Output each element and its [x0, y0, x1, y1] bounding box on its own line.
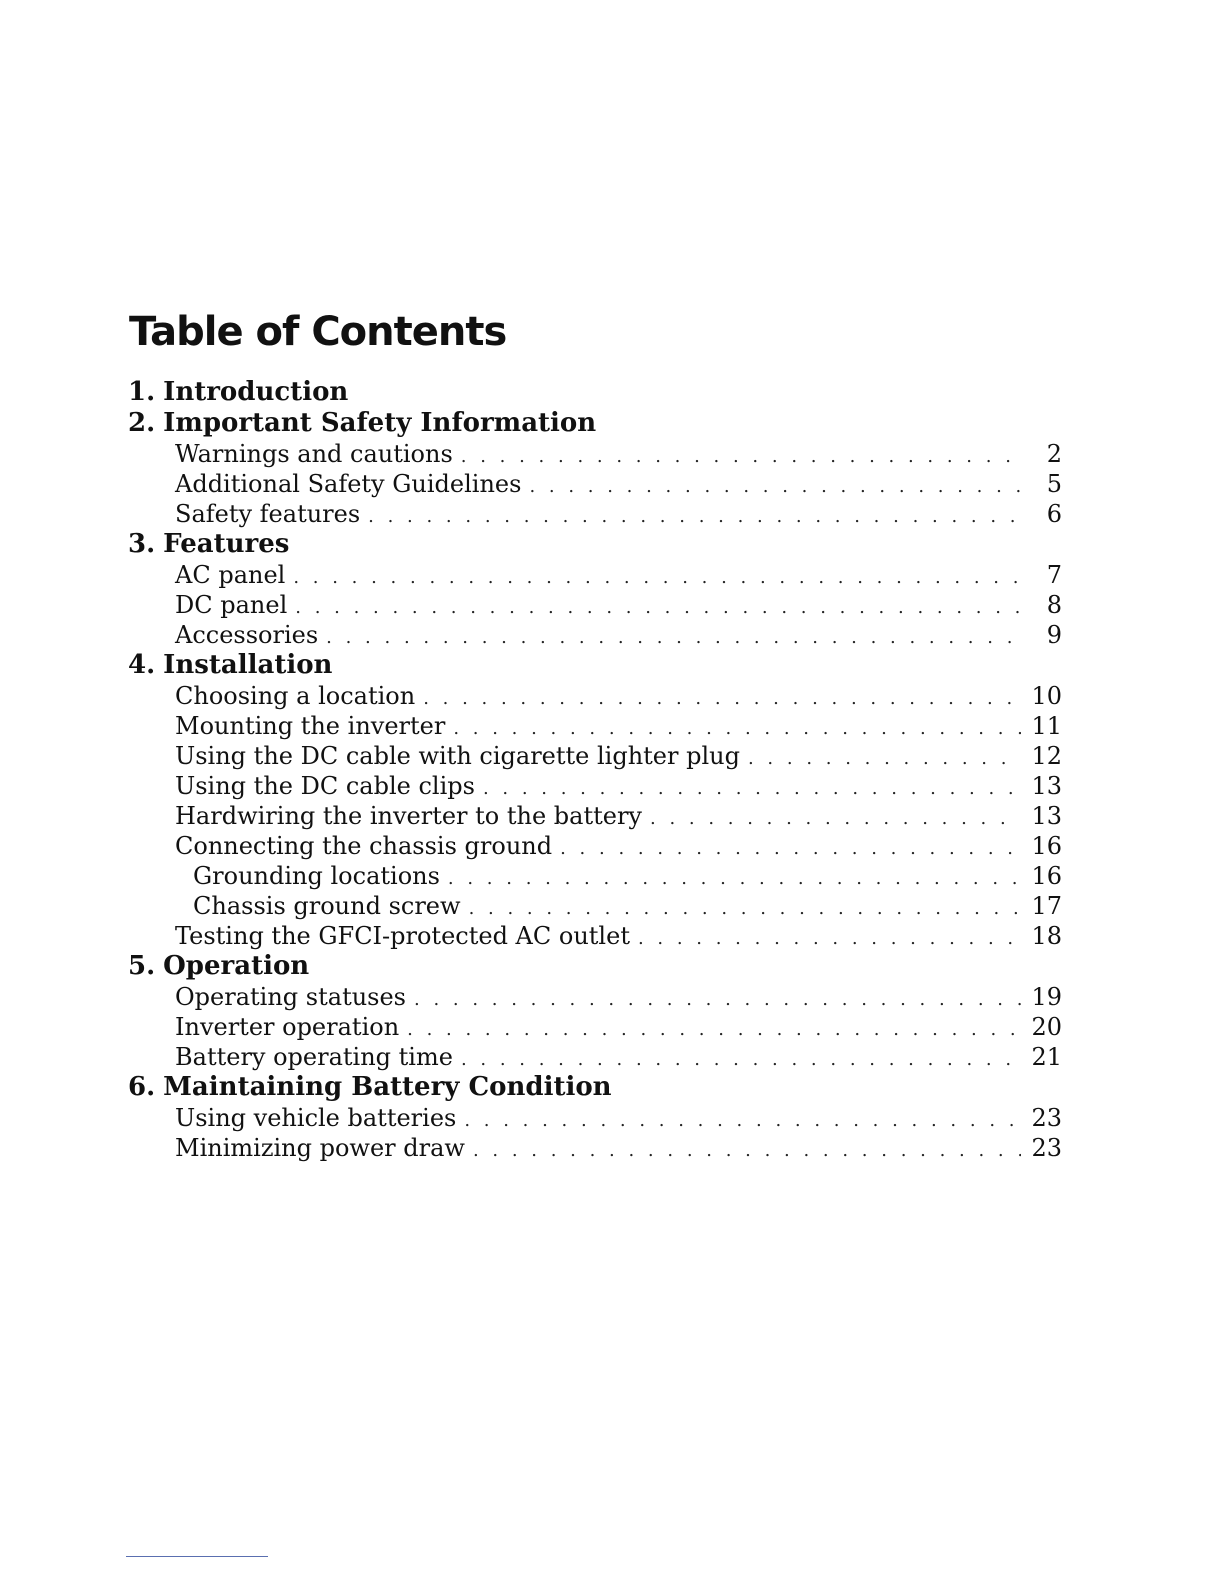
- entry-label: Using the DC cable clips: [175, 772, 475, 800]
- toc-entry[interactable]: [128, 590, 1068, 620]
- entry-label: Battery operating time: [175, 1043, 453, 1071]
- toc-entry[interactable]: [128, 921, 1068, 951]
- toc-section: [128, 951, 1068, 1072]
- toc-entry[interactable]: [128, 1133, 1068, 1163]
- section-number: 1.: [128, 377, 156, 407]
- entry-page-number: 16: [1031, 862, 1062, 890]
- entry-page-number: 19: [1031, 983, 1062, 1011]
- entry-page-number: 21: [1031, 1043, 1062, 1071]
- toc-entry[interactable]: [128, 1012, 1068, 1042]
- toc-entry[interactable]: [128, 982, 1068, 1012]
- section-title: Introduction: [163, 377, 349, 407]
- toc-subentry[interactable]: [128, 891, 1068, 921]
- entry-label: Grounding locations: [193, 862, 440, 890]
- entry-page-number: 12: [1031, 742, 1062, 770]
- section-entries: [128, 439, 1068, 529]
- toc-entry[interactable]: [128, 1042, 1068, 1072]
- page-title: Table of Contents: [129, 309, 507, 355]
- section-number: 2.: [128, 408, 156, 438]
- toc-entry[interactable]: [128, 560, 1068, 590]
- section-heading[interactable]: [128, 377, 1068, 408]
- section-title: Features: [163, 529, 290, 559]
- entry-label: Hardwiring the inverter to the battery: [175, 802, 642, 830]
- entry-page-number: 20: [1031, 1013, 1062, 1041]
- section-number: 6.: [128, 1072, 156, 1102]
- section-title: Maintaining Battery Condition: [163, 1072, 612, 1102]
- section-title: Installation: [163, 650, 333, 680]
- section-heading[interactable]: [128, 1072, 1068, 1103]
- entry-page-number: 16: [1031, 832, 1062, 860]
- entry-label: Mounting the inverter: [175, 712, 446, 740]
- toc-entry[interactable]: [128, 620, 1068, 650]
- section-number: 4.: [128, 650, 156, 680]
- entry-label: Chassis ground screw: [193, 892, 461, 920]
- entry-page-number: 23: [1031, 1104, 1062, 1132]
- section-heading[interactable]: [128, 951, 1068, 982]
- toc-entry[interactable]: [128, 831, 1068, 861]
- dot-leader: [423, 684, 1021, 714]
- dot-leader: [453, 714, 1021, 744]
- dot-leader: [414, 985, 1021, 1015]
- toc-entry[interactable]: [128, 711, 1068, 741]
- dot-leader: [295, 593, 1022, 623]
- entry-label: AC panel: [175, 561, 286, 589]
- entry-label: Choosing a location: [175, 682, 416, 710]
- section-number: 3.: [128, 529, 156, 559]
- entry-page-number: 5: [1046, 470, 1062, 498]
- dot-leader: [326, 623, 1022, 653]
- dot-leader: [448, 864, 1022, 894]
- dot-leader: [529, 472, 1022, 502]
- section-title: Important Safety Information: [163, 408, 597, 438]
- dot-leader: [748, 744, 1021, 774]
- dot-leader: [638, 924, 1021, 954]
- entry-label: Safety features: [175, 500, 361, 528]
- toc-entry[interactable]: [128, 741, 1068, 771]
- entry-label: Inverter operation: [175, 1013, 400, 1041]
- section-entries: [128, 982, 1068, 1072]
- entry-page-number: 17: [1031, 892, 1062, 920]
- section-entries: [128, 681, 1068, 951]
- entry-label: Minimizing power draw: [175, 1134, 465, 1162]
- toc-entry[interactable]: [128, 771, 1068, 801]
- entry-label: Additional Safety Guidelines: [175, 470, 522, 498]
- section-title: Operation: [163, 951, 310, 981]
- dot-leader: [469, 894, 1022, 924]
- toc-section: [128, 650, 1068, 951]
- dot-leader: [461, 442, 1022, 472]
- toc-entry[interactable]: [128, 681, 1068, 711]
- toc-section: [128, 377, 1068, 408]
- dot-leader: [483, 774, 1022, 804]
- entry-page-number: 11: [1031, 712, 1062, 740]
- dot-leader: [464, 1106, 1021, 1136]
- entry-page-number: 7: [1046, 561, 1062, 589]
- entry-label: Warnings and cautions: [175, 440, 453, 468]
- entry-page-number: 8: [1046, 591, 1062, 619]
- toc-section: [128, 408, 1068, 529]
- dot-leader: [368, 502, 1022, 532]
- entry-label: Operating statuses: [175, 983, 406, 1011]
- entry-label: DC panel: [175, 591, 288, 619]
- entry-page-number: 10: [1031, 682, 1062, 710]
- dot-leader: [473, 1136, 1022, 1166]
- footnote-divider: [126, 1556, 268, 1557]
- section-entries: [128, 1103, 1068, 1163]
- section-number: 5.: [128, 951, 156, 981]
- dot-leader: [293, 563, 1022, 593]
- toc-entry[interactable]: [128, 439, 1068, 469]
- toc-entry[interactable]: [128, 499, 1068, 529]
- entry-label: Connecting the chassis ground: [175, 832, 553, 860]
- toc-entry[interactable]: [128, 1103, 1068, 1133]
- toc-entry[interactable]: [128, 469, 1068, 499]
- entry-page-number: 18: [1031, 922, 1062, 950]
- entry-page-number: 13: [1031, 802, 1062, 830]
- entry-label: Using the DC cable with cigarette lighter plug: [175, 742, 740, 770]
- entry-page-number: 23: [1031, 1134, 1062, 1162]
- toc-section: [128, 529, 1068, 650]
- toc-section: [128, 1072, 1068, 1163]
- entry-label: Testing the GFCI-protected AC outlet: [175, 922, 630, 950]
- entry-page-number: 2: [1046, 440, 1062, 468]
- table-of-contents: [128, 377, 1068, 1163]
- entry-page-number: 9: [1046, 621, 1062, 649]
- dot-leader: [407, 1015, 1021, 1045]
- dot-leader: [461, 1045, 1022, 1075]
- section-entries: [128, 560, 1068, 650]
- toc-entry[interactable]: [128, 801, 1068, 831]
- entry-page-number: 6: [1046, 500, 1062, 528]
- entry-label: Using vehicle batteries: [175, 1104, 457, 1132]
- dot-leader: [560, 834, 1021, 864]
- toc-subentry[interactable]: [128, 861, 1068, 891]
- entry-page-number: 13: [1031, 772, 1062, 800]
- section-heading[interactable]: [128, 650, 1068, 681]
- entry-label: Accessories: [175, 621, 319, 649]
- section-heading[interactable]: [128, 529, 1068, 560]
- section-heading[interactable]: [128, 408, 1068, 439]
- dot-leader: [650, 804, 1021, 834]
